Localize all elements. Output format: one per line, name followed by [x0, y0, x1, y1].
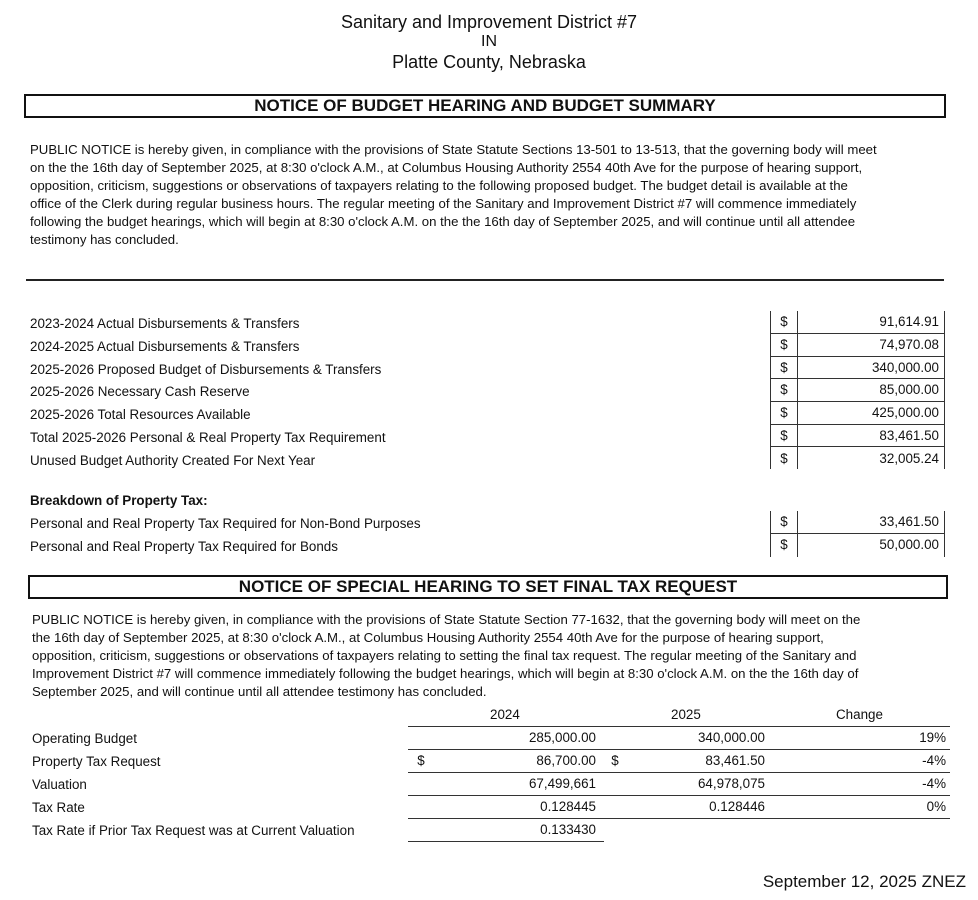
table-border — [944, 511, 945, 557]
value-2025: 64,978,075 — [697, 776, 765, 791]
currency-symbol: $ — [780, 514, 788, 529]
paragraph-line: PUBLIC NOTICE is hereby given, in compliance with the provisions of State Statute Sections 13-501 to 13-513, that the governing body will meet — [30, 142, 877, 157]
currency-symbol: $ — [780, 405, 788, 420]
value-2024: 285,000.00 — [528, 730, 596, 745]
paragraph-line: on the the 16th day of September 2025, at 8:30 o'clock A.M., at Columbus Housing Authority 2554 40th Ave for the purpose of hearing support, — [30, 160, 863, 175]
row-underline — [408, 841, 604, 842]
value-2025: 340,000.00 — [697, 730, 765, 745]
row-underline — [770, 533, 945, 534]
summary-row-label: Unused Budget Authority Created For Next Year — [30, 453, 316, 468]
currency-symbol: $ — [780, 537, 788, 552]
breakdown-row-amount: 50,000.00 — [879, 537, 939, 552]
table-border — [770, 511, 771, 557]
paragraph-line: Improvement District #7 will commence immediately following the budget hearings, which will begin at 8:30 o'clock A.M. on the the 16th day of — [32, 666, 859, 681]
county-name: Platte County, Nebraska — [392, 52, 586, 72]
budget-hearing-title — [24, 94, 946, 118]
summary-row-label: 2024-2025 Actual Disbursements & Transfers — [30, 339, 300, 354]
currency-symbol: $ — [417, 753, 425, 768]
change-percent: 19% — [919, 730, 946, 745]
column-header-2024: 2024 — [490, 707, 520, 722]
paragraph-line: opposition, criticism, suggestions or observations of taxpayers relating to the following proposed budget. The budget detail is available at the — [30, 178, 848, 193]
value-2024: 0.133430 — [540, 822, 596, 837]
summary-row-label: 2023-2024 Actual Disbursements & Transfers — [30, 316, 300, 331]
value-2025: 0.128446 — [709, 799, 765, 814]
table-border — [797, 511, 798, 557]
paragraph-line: PUBLIC NOTICE is hereby given, in compliance with the provisions of State Statute Section 77-1632, that the governing body will meet on the — [32, 612, 861, 627]
value-2024: 67,499,661 — [528, 776, 596, 791]
table-top-rule — [408, 726, 950, 727]
change-percent: 0% — [926, 799, 946, 814]
currency-symbol: $ — [780, 360, 788, 375]
row-underline — [408, 772, 950, 773]
row-underline — [770, 333, 945, 334]
summary-row-amount: 83,461.50 — [879, 428, 939, 443]
summary-row-label: 2025-2026 Total Resources Available — [30, 407, 251, 422]
paragraph-line: opposition, criticism, suggestions or observations of taxpayers relating to setting the final tax request. The regular meeting of the Sanitary and — [32, 648, 857, 663]
header-in: IN — [481, 33, 497, 50]
summary-row-amount: 91,614.91 — [879, 314, 939, 329]
paragraph-line: the 16th day of September 2025, at 8:30 o'clock A.M., at Columbus Housing Authority 2554 40th Ave for the purpose of hearing support, — [32, 630, 824, 645]
section-divider — [26, 279, 944, 281]
currency-symbol: $ — [780, 451, 788, 466]
comparison-row-label: Tax Rate — [32, 800, 85, 815]
publication-dateline: September 12, 2025 ZNEZ — [762, 872, 966, 891]
summary-row-amount: 32,005.24 — [879, 451, 939, 466]
comparison-row-label: Valuation — [32, 777, 87, 792]
summary-row-amount: 425,000.00 — [871, 405, 939, 420]
row-underline — [408, 818, 950, 819]
change-percent: -4% — [922, 753, 946, 768]
row-underline — [770, 401, 945, 402]
budget-hearing-title-text: NOTICE OF BUDGET HEARING AND BUDGET SUMMARY — [254, 96, 716, 115]
special-hearing-title — [28, 575, 948, 599]
breakdown-row-label: Personal and Real Property Tax Required for Non-Bond Purposes — [30, 516, 421, 531]
currency-symbol: $ — [780, 337, 788, 352]
column-header-change: Change — [836, 707, 883, 722]
currency-symbol: $ — [780, 314, 788, 329]
summary-row-label: 2025-2026 Proposed Budget of Disbursements & Transfers — [30, 362, 382, 377]
breakdown-row-label: Personal and Real Property Tax Required for Bonds — [30, 539, 338, 554]
breakdown-heading: Breakdown of Property Tax: — [30, 493, 208, 508]
comparison-row-label: Tax Rate if Prior Tax Request was at Current Valuation — [32, 823, 355, 838]
change-percent: -4% — [922, 776, 946, 791]
summary-row-amount: 340,000.00 — [871, 360, 939, 375]
paragraph-line: testimony has concluded. — [30, 232, 179, 247]
summary-row-label: Total 2025-2026 Personal & Real Property Tax Requirement — [30, 430, 386, 445]
currency-symbol: $ — [611, 753, 619, 768]
comparison-row-label: Operating Budget — [32, 731, 137, 746]
row-underline — [770, 446, 945, 447]
row-underline — [408, 749, 950, 750]
breakdown-row-amount: 33,461.50 — [879, 514, 939, 529]
row-underline — [770, 378, 945, 379]
currency-symbol: $ — [780, 428, 788, 443]
currency-symbol: $ — [780, 382, 788, 397]
paragraph-line: office of the Clerk during regular business hours. The regular meeting of the Sanitary and Improvement District #7 will commence immediately — [30, 196, 857, 211]
row-underline — [770, 424, 945, 425]
special-notice-paragraph — [32, 611, 860, 701]
special-hearing-title-text: NOTICE OF SPECIAL HEARING TO SET FINAL TAX REQUEST — [238, 577, 738, 596]
district-name: Sanitary and Improvement District #7 — [340, 12, 638, 32]
comparison-row-label: Property Tax Request — [32, 754, 161, 769]
summary-row-amount: 74,970.08 — [879, 337, 939, 352]
column-header-2025: 2025 — [671, 707, 701, 722]
value-2024: 86,700.00 — [536, 753, 596, 768]
row-underline — [408, 795, 950, 796]
budget-notice-paragraph — [30, 141, 877, 249]
paragraph-line: following the budget hearings, which will begin at 8:30 o'clock A.M. on the the 16th day of September 2025, and will continue until all attendee — [30, 214, 856, 229]
row-underline — [770, 356, 945, 357]
paragraph-line: September 2025, and will continue until all attendee testimony has concluded. — [32, 684, 487, 699]
value-2024: 0.128445 — [540, 799, 596, 814]
summary-row-label: 2025-2026 Necessary Cash Reserve — [30, 384, 250, 399]
summary-row-amount: 85,000.00 — [879, 382, 939, 397]
value-2025: 83,461.50 — [705, 753, 765, 768]
